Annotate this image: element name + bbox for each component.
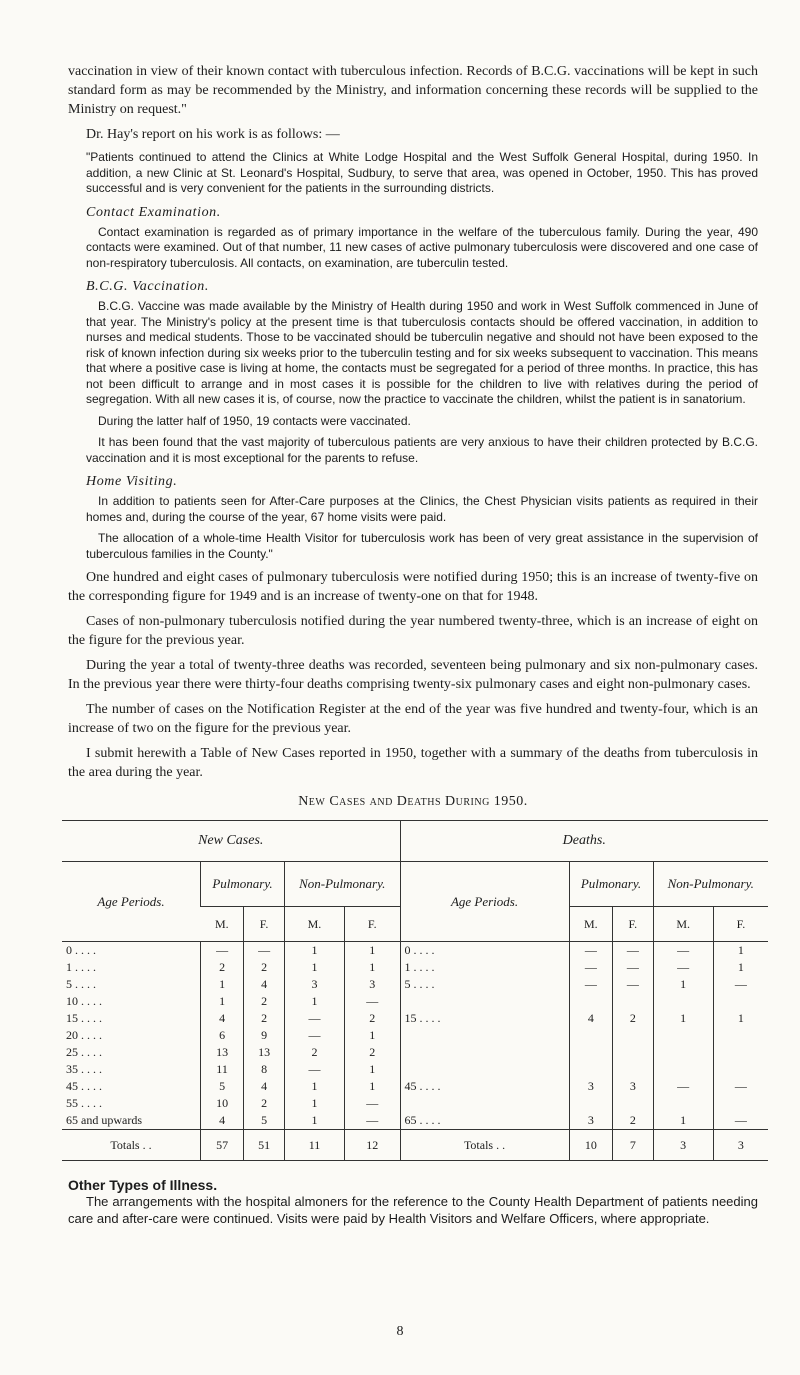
- cell-nm: —: [285, 1061, 345, 1078]
- totals-dlabel: Totals . .: [400, 1130, 569, 1161]
- totals-dpf: 7: [613, 1130, 653, 1161]
- m-header: M.: [201, 907, 244, 942]
- cell-dage: 5 . . . .: [400, 976, 569, 993]
- cell-dage: [400, 1044, 569, 1061]
- cell-pf: 2: [244, 993, 285, 1010]
- cell-dnm: [653, 1095, 713, 1112]
- cell-dage: [400, 1061, 569, 1078]
- cell-dage: [400, 993, 569, 1010]
- cell-dpf: [613, 1027, 653, 1044]
- age-periods-header: Age Periods.: [62, 862, 201, 942]
- table-row: [62, 1010, 768, 1027]
- cell-pm: 1: [201, 976, 244, 993]
- cell-pf: 9: [244, 1027, 285, 1044]
- non-pulmonary-header: Non-Pulmonary.: [653, 862, 768, 907]
- totals-pm: 57: [201, 1130, 244, 1161]
- cell-dnf: [713, 1061, 768, 1078]
- cell-dnf: [713, 1095, 768, 1112]
- cell-dnm: [653, 1061, 713, 1078]
- paragraph: vaccination in view of their known contact with tuberculous infection. Records of B.C.G. vaccinations will be kept in such standard form as may be recommended by the Ministry, and information concerning these records will be supplied to the Ministry on request.": [68, 64, 758, 117]
- cell-dpm: [569, 993, 613, 1010]
- cell-age: 15 . . . .: [66, 1011, 102, 1025]
- cell-nf: —: [344, 1112, 400, 1130]
- f-header: F.: [344, 907, 400, 942]
- cell-dpf: 2: [613, 1112, 653, 1130]
- quote-paragraph: During the latter half of 1950, 19 contacts were vaccinated.: [98, 413, 411, 428]
- report-quote: [86, 494, 758, 562]
- cell-dnf: 1: [713, 1010, 768, 1027]
- cell-pf: 4: [244, 1078, 285, 1095]
- totals-row: [62, 1130, 768, 1161]
- cell-dnm: 1: [653, 1010, 713, 1027]
- cell-pf: 5: [244, 1112, 285, 1130]
- totals-pf: 51: [244, 1130, 285, 1161]
- table-row: [62, 1095, 768, 1112]
- cell-dpf: [613, 1044, 653, 1061]
- cell-dage: 65 . . . .: [400, 1112, 569, 1130]
- pulmonary-header: Pulmonary.: [569, 862, 653, 907]
- cell-dnm: [653, 1027, 713, 1044]
- cell-pm: 4: [201, 1010, 244, 1027]
- age-periods-header: Age Periods.: [400, 862, 569, 942]
- cell-dage: [400, 1095, 569, 1112]
- cell-nf: 1: [344, 1061, 400, 1078]
- cell-nm: 1: [285, 1078, 345, 1095]
- cell-dage: 0 . . . .: [400, 942, 569, 960]
- cell-dpf: —: [613, 942, 653, 960]
- cell-age: 5 . . . .: [66, 977, 96, 991]
- cell-dpm: —: [569, 976, 613, 993]
- cell-age: 25 . . . .: [66, 1045, 102, 1059]
- cell-pm: 5: [201, 1078, 244, 1095]
- page: [68, 62, 758, 1227]
- cell-dnm: [653, 1044, 713, 1061]
- cell-dpf: [613, 1061, 653, 1078]
- cell-dpf: 2: [613, 1010, 653, 1027]
- table-row: [62, 1044, 768, 1061]
- cell-dnf: 1: [713, 942, 768, 960]
- cell-nm: —: [285, 1027, 345, 1044]
- cell-pf: 2: [244, 1010, 285, 1027]
- section-heading: Contact Examination.: [86, 204, 221, 220]
- cell-nf: —: [344, 993, 400, 1010]
- cell-pm: 10: [201, 1095, 244, 1112]
- cell-dpm: —: [569, 959, 613, 976]
- cell-nm: 1: [285, 1112, 345, 1130]
- cell-nf: 1: [344, 959, 400, 976]
- section-heading: B.C.G. Vaccination.: [86, 279, 209, 294]
- deaths-header: Deaths.: [400, 821, 768, 862]
- m-header: M.: [653, 907, 713, 942]
- cell-age: 65 and upwards: [66, 1113, 142, 1127]
- quote-paragraph: B.C.G. Vaccine was made available by the Ministry of Health during 1950 and work in West Suffolk commenced in June of that year. The Ministry's policy at the present time is that tuberculosis contacts should be offered vaccination, in addition to nurses and medical students. Those to be vaccinated should be tuberculin negative and should not have been exposed to the risk of known infection during six weeks prior to the tuberculin testing and for six weeks subsequent to vaccination. This means that where a positive case is living at home, the contacts must be segregated for a period of three months. In practice, this has not been difficult to arrange and in most cases it is possible for the children to live with relatives during the period of segregation. With all new cases it is, of course, now the practice to vaccinate the children, whilst the patient is in sanatorium.: [86, 299, 758, 406]
- quote-paragraph: The allocation of a whole-time Health Visitor for tuberculosis work has been of very great assistance in the supervision of tuberculous families in the County.": [86, 531, 758, 561]
- quote-paragraph: "Patients continued to attend the Clinics at White Lodge Hospital and the West Suffolk General Hospital, during 1950. In addition, a new Clinic at St. Leonard's Hospital, Sudbury, to serve that area, was opened in October, 1950. This has proved successful and is very convenient for the patients in the surrounding districts.: [86, 150, 758, 195]
- cell-dpf: 3: [613, 1078, 653, 1095]
- cell-dpf: [613, 1095, 653, 1112]
- cell-age: 10 . . . .: [66, 994, 102, 1008]
- cell-pf: 2: [244, 1095, 285, 1112]
- cell-dnf: —: [713, 1078, 768, 1095]
- cell-dpm: 3: [569, 1112, 613, 1130]
- totals-dnm: 3: [653, 1130, 713, 1161]
- report-quote: [86, 299, 758, 466]
- cell-pm: 11: [201, 1061, 244, 1078]
- table-row: [62, 942, 768, 960]
- cell-age: 35 . . . .: [66, 1062, 102, 1076]
- cell-dpm: [569, 1095, 613, 1112]
- cell-pm: 13: [201, 1044, 244, 1061]
- cell-nm: 3: [285, 976, 345, 993]
- cell-dpm: [569, 1044, 613, 1061]
- cell-dnf: 1: [713, 959, 768, 976]
- paragraph: During the year a total of twenty-three deaths was recorded, seventeen being pulmonary and six non-pulmonary cases. In the previous year there were thirty-four deaths comprising twenty-six pulmonary cases and eight non-pulmonary cases.: [68, 658, 758, 692]
- cell-nf: 1: [344, 1078, 400, 1095]
- cell-dnf: [713, 1027, 768, 1044]
- cell-age: 55 . . . .: [66, 1096, 102, 1110]
- quote-paragraph: Contact examination is regarded as of primary importance in the welfare of the tuberculous family. During the year, 490 contacts were examined. Out of that number, 11 new cases of active pulmonary tuberculosis were discovered and one case of non-respiratory tuberculosis. All contacts, on examination, are tuberculin tested.: [86, 224, 758, 270]
- cell-pf: 2: [244, 959, 285, 976]
- cell-dpf: —: [613, 976, 653, 993]
- cell-dage: 15 . . . .: [400, 1010, 569, 1027]
- cell-dnm: 1: [653, 1112, 713, 1130]
- cell-dnf: —: [713, 976, 768, 993]
- f-header: F.: [713, 907, 768, 942]
- table-row: [62, 1061, 768, 1078]
- page-number: 8: [396, 1324, 404, 1339]
- cell-dnm: [653, 993, 713, 1010]
- other-illness-text: The arrangements with the hospital almoners for the reference to the County Health Department of patients needing care and after-care were continued. Visits were paid by Health Visitors and Welfare Officers, where appropriate.: [68, 1194, 758, 1226]
- table-title: New Cases and Deaths During 1950.: [298, 794, 528, 809]
- cell-dage: 45 . . . .: [400, 1078, 569, 1095]
- cell-dpf: [613, 993, 653, 1010]
- totals-label: Totals . .: [62, 1130, 201, 1161]
- report-quote: [86, 225, 758, 272]
- cell-dage: 1 . . . .: [400, 959, 569, 976]
- cell-dnm: 1: [653, 976, 713, 993]
- paragraph: The number of cases on the Notification Register at the end of the year was five hundred and twenty-four, which is an increase of two on the figure for the previous year.: [68, 702, 758, 736]
- table-row: [62, 993, 768, 1010]
- cell-pm: 2: [201, 959, 244, 976]
- cell-nm: 1: [285, 942, 345, 960]
- table-row: [62, 1112, 768, 1130]
- table-row: [62, 976, 768, 993]
- paragraph: One hundred and eight cases of pulmonary tuberculosis were notified during 1950; this is an increase of twenty-five on the corresponding figure for 1949 and is an increase of twenty-one on that for 1948.: [68, 570, 758, 604]
- cell-nf: 2: [344, 1044, 400, 1061]
- totals-dnf: 3: [713, 1130, 768, 1161]
- cell-pf: 8: [244, 1061, 285, 1078]
- cell-nm: 1: [285, 1095, 345, 1112]
- cell-dage: [400, 1027, 569, 1044]
- cell-dnf: [713, 993, 768, 1010]
- cases-deaths-table: [62, 820, 768, 1161]
- cell-age: 45 . . . .: [66, 1079, 102, 1093]
- cell-dpm: [569, 1027, 613, 1044]
- cell-pm: 1: [201, 993, 244, 1010]
- non-pulmonary-header: Non-Pulmonary.: [285, 862, 401, 907]
- cell-pm: 6: [201, 1027, 244, 1044]
- f-header: F.: [244, 907, 285, 942]
- pulmonary-header: Pulmonary.: [201, 862, 285, 907]
- cell-pf: —: [244, 942, 285, 960]
- cell-nf: 1: [344, 942, 400, 960]
- cell-nm: 1: [285, 993, 345, 1010]
- table-row: [62, 1078, 768, 1095]
- cell-dnm: —: [653, 942, 713, 960]
- cell-dpm: 4: [569, 1010, 613, 1027]
- cell-age: 20 . . . .: [66, 1028, 102, 1042]
- cell-dpm: 3: [569, 1078, 613, 1095]
- cell-nf: 2: [344, 1010, 400, 1027]
- cell-nm: 2: [285, 1044, 345, 1061]
- cell-nm: 1: [285, 959, 345, 976]
- m-header: M.: [569, 907, 613, 942]
- cell-nf: 1: [344, 1027, 400, 1044]
- cell-pm: —: [201, 942, 244, 960]
- section-heading: Home Visiting.: [86, 474, 178, 489]
- cell-pm: 4: [201, 1112, 244, 1130]
- totals-dpm: 10: [569, 1130, 613, 1161]
- cell-dnm: —: [653, 1078, 713, 1095]
- cell-nm: —: [285, 1010, 345, 1027]
- paragraph: Dr. Hay's report on his work is as follows: —: [86, 127, 340, 142]
- table-body: [62, 942, 768, 1161]
- totals-nm: 11: [285, 1130, 345, 1161]
- m-header: M.: [285, 907, 345, 942]
- table-row: [62, 959, 768, 976]
- f-header: F.: [613, 907, 653, 942]
- report-quote: [86, 150, 758, 197]
- cell-dpm: [569, 1061, 613, 1078]
- paragraph: Cases of non-pulmonary tuberculosis notified during the year numbered twenty-three, which is an increase of eight on the figure for the previous year.: [68, 614, 758, 648]
- cell-age: 1 . . . .: [66, 960, 96, 974]
- cell-pf: 13: [244, 1044, 285, 1061]
- cell-pf: 4: [244, 976, 285, 993]
- paragraph: I submit herewith a Table of New Cases reported in 1950, together with a summary of the deaths from tuberculosis in the area during the year.: [68, 746, 758, 780]
- cell-nf: —: [344, 1095, 400, 1112]
- table-row: [62, 1027, 768, 1044]
- totals-nf: 12: [344, 1130, 400, 1161]
- cell-dnm: —: [653, 959, 713, 976]
- cell-dnf: —: [713, 1112, 768, 1130]
- cell-dnf: [713, 1044, 768, 1061]
- other-illness-heading: Other Types of Illness.: [68, 1177, 218, 1193]
- cell-dpm: —: [569, 942, 613, 960]
- quote-paragraph: In addition to patients seen for After-Care purposes at the Clinics, the Chest Physician visits patients as required in their homes and, during the course of the year, 67 home visits were paid.: [86, 494, 758, 524]
- cell-age: 0 . . . .: [66, 943, 96, 957]
- quote-paragraph: It has been found that the vast majority of tuberculous patients are very anxious to have their children protected by B.C.G. vaccination and it is most exceptional for the parents to refuse.: [86, 435, 758, 465]
- cell-nf: 3: [344, 976, 400, 993]
- cell-dpf: —: [613, 959, 653, 976]
- new-cases-header: New Cases.: [62, 821, 400, 862]
